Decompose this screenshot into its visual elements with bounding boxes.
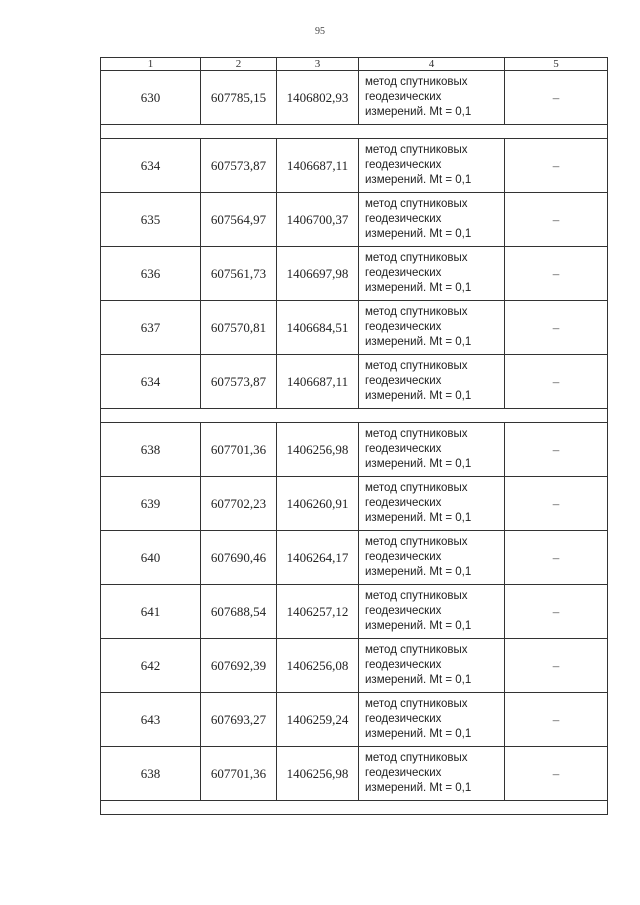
table-row <box>101 639 608 693</box>
coord-y: 1406687,11 <box>277 355 359 409</box>
coord-y: 1406260,91 <box>277 477 359 531</box>
method-line: геодезических <box>365 659 442 671</box>
table-row <box>101 71 608 125</box>
point-number: 643 <box>101 693 201 747</box>
method-cell <box>359 193 505 247</box>
accuracy-dash: – <box>505 639 608 693</box>
method-line: измерений. Mt = 0,1 <box>365 674 472 686</box>
table-row <box>101 477 608 531</box>
accuracy-dash: – <box>505 71 608 125</box>
coord-y: 1406264,17 <box>277 531 359 585</box>
method-cell <box>359 747 505 801</box>
point-number: 636 <box>101 247 201 301</box>
method-cell <box>359 693 505 747</box>
point-number: 635 <box>101 193 201 247</box>
point-number: 637 <box>101 301 201 355</box>
method-line: геодезических <box>365 267 442 279</box>
coord-x: 607690,46 <box>201 531 277 585</box>
coordinates-table <box>100 57 608 815</box>
coord-x: 607573,87 <box>201 139 277 193</box>
column-header: 3 <box>277 58 359 71</box>
accuracy-dash: – <box>505 355 608 409</box>
coord-x: 607693,27 <box>201 693 277 747</box>
point-number: 634 <box>101 355 201 409</box>
method-line: измерений. Mt = 0,1 <box>365 512 472 524</box>
method-line: измерений. Mt = 0,1 <box>365 728 472 740</box>
column-header: 2 <box>201 58 277 71</box>
separator-row <box>101 409 608 423</box>
accuracy-dash: – <box>505 477 608 531</box>
accuracy-dash: – <box>505 193 608 247</box>
coord-x: 607561,73 <box>201 247 277 301</box>
method-cell <box>359 139 505 193</box>
method-line: метод спутниковых <box>365 306 468 318</box>
table-row <box>101 693 608 747</box>
coord-x: 607692,39 <box>201 639 277 693</box>
method-line: измерений. Mt = 0,1 <box>365 228 472 240</box>
method-line: геодезических <box>365 321 442 333</box>
method-line: геодезических <box>365 443 442 455</box>
coord-x: 607570,81 <box>201 301 277 355</box>
method-line: геодезических <box>365 767 442 779</box>
method-cell <box>359 639 505 693</box>
method-line: геодезических <box>365 91 442 103</box>
method-line: метод спутниковых <box>365 428 468 440</box>
method-line: метод спутниковых <box>365 482 468 494</box>
coord-x: 607785,15 <box>201 71 277 125</box>
method-line: измерений. Mt = 0,1 <box>365 782 472 794</box>
method-line: измерений. Mt = 0,1 <box>365 566 472 578</box>
method-line: метод спутниковых <box>365 198 468 210</box>
column-header: 1 <box>101 58 201 71</box>
method-cell <box>359 247 505 301</box>
accuracy-dash: – <box>505 747 608 801</box>
point-number: 640 <box>101 531 201 585</box>
table-row <box>101 247 608 301</box>
method-line: метод спутниковых <box>365 698 468 710</box>
table-row <box>101 531 608 585</box>
coord-x: 607564,97 <box>201 193 277 247</box>
accuracy-dash: – <box>505 693 608 747</box>
method-line: метод спутниковых <box>365 76 468 88</box>
accuracy-dash: – <box>505 423 608 477</box>
coord-y: 1406687,11 <box>277 139 359 193</box>
method-line: метод спутниковых <box>365 252 468 264</box>
method-line: измерений. Mt = 0,1 <box>365 282 472 294</box>
coord-x: 607701,36 <box>201 747 277 801</box>
method-line: метод спутниковых <box>365 536 468 548</box>
method-line: измерений. Mt = 0,1 <box>365 620 472 632</box>
coord-y: 1406256,98 <box>277 423 359 477</box>
point-number: 642 <box>101 639 201 693</box>
method-cell <box>359 585 505 639</box>
point-number: 639 <box>101 477 201 531</box>
accuracy-dash: – <box>505 247 608 301</box>
method-line: геодезических <box>365 497 442 509</box>
separator-cell <box>101 125 608 139</box>
coord-x: 607688,54 <box>201 585 277 639</box>
separator-row <box>101 801 608 815</box>
method-line: метод спутниковых <box>365 360 468 372</box>
accuracy-dash: – <box>505 585 608 639</box>
table-row <box>101 585 608 639</box>
method-line: геодезических <box>365 551 442 563</box>
method-line: измерений. Mt = 0,1 <box>365 390 472 402</box>
method-cell <box>359 301 505 355</box>
table-row <box>101 301 608 355</box>
method-line: измерений. Mt = 0,1 <box>365 458 472 470</box>
separator-cell <box>101 801 608 815</box>
method-line: измерений. Mt = 0,1 <box>365 106 472 118</box>
coord-y: 1406684,51 <box>277 301 359 355</box>
method-cell <box>359 355 505 409</box>
method-line: геодезических <box>365 375 442 387</box>
accuracy-dash: – <box>505 139 608 193</box>
point-number: 638 <box>101 423 201 477</box>
method-line: геодезических <box>365 159 442 171</box>
method-cell <box>359 477 505 531</box>
page-number: 95 <box>315 26 325 37</box>
coord-y: 1406256,98 <box>277 747 359 801</box>
column-header: 5 <box>505 58 608 71</box>
coord-x: 607701,36 <box>201 423 277 477</box>
point-number: 638 <box>101 747 201 801</box>
method-cell <box>359 531 505 585</box>
coord-y: 1406700,37 <box>277 193 359 247</box>
method-line: метод спутниковых <box>365 590 468 602</box>
method-line: измерений. Mt = 0,1 <box>365 174 472 186</box>
separator-cell <box>101 409 608 423</box>
method-line: геодезических <box>365 213 442 225</box>
coord-y: 1406257,12 <box>277 585 359 639</box>
point-number: 641 <box>101 585 201 639</box>
method-line: метод спутниковых <box>365 752 468 764</box>
method-line: метод спутниковых <box>365 144 468 156</box>
table-row <box>101 747 608 801</box>
coord-y: 1406697,98 <box>277 247 359 301</box>
method-cell <box>359 423 505 477</box>
method-cell <box>359 71 505 125</box>
coord-x: 607702,23 <box>201 477 277 531</box>
coord-x: 607573,87 <box>201 355 277 409</box>
accuracy-dash: – <box>505 531 608 585</box>
accuracy-dash: – <box>505 301 608 355</box>
column-header: 4 <box>359 58 505 71</box>
point-number: 634 <box>101 139 201 193</box>
method-line: геодезических <box>365 713 442 725</box>
coord-y: 1406259,24 <box>277 693 359 747</box>
coord-y: 1406802,93 <box>277 71 359 125</box>
method-line: измерений. Mt = 0,1 <box>365 336 472 348</box>
method-line: геодезических <box>365 605 442 617</box>
coord-y: 1406256,08 <box>277 639 359 693</box>
table-row <box>101 139 608 193</box>
separator-row <box>101 125 608 139</box>
table-row <box>101 423 608 477</box>
point-number: 630 <box>101 71 201 125</box>
table-header-row <box>101 58 608 71</box>
method-line: метод спутниковых <box>365 644 468 656</box>
table-row <box>101 193 608 247</box>
table-row <box>101 355 608 409</box>
